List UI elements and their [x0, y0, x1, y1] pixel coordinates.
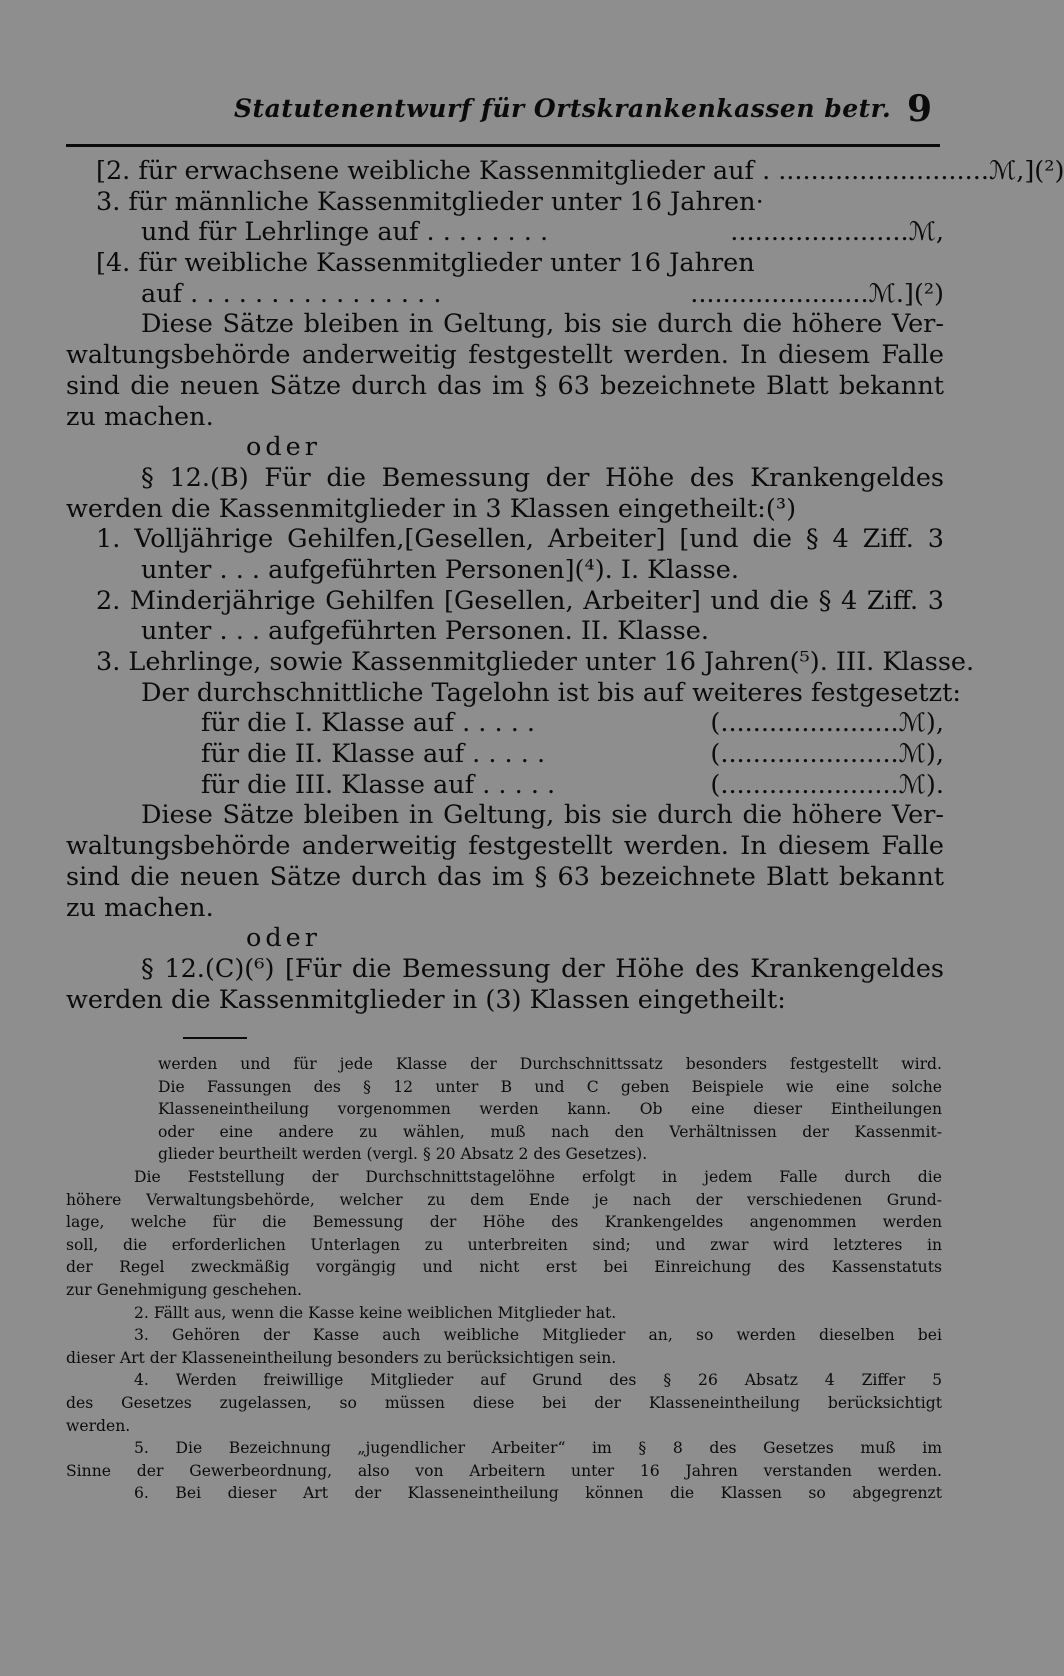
text-line: Diese Sätze bleiben in Geltung, bis sie durch die höhere Ver- — [141, 800, 944, 831]
text-line: zu machen. — [66, 401, 214, 432]
class-rate-row: für die II. Klasse auf . . . . . (......................ℳ), — [201, 739, 944, 770]
text-line: zu machen. — [66, 892, 214, 923]
footnote-line: glieder beurtheilt werden (vergl. § 20 Absatz 2 des Gesetzes). — [158, 1145, 648, 1164]
footnote-line: 6. Bei dieser Art der Klasseneintheilung können die Klassen so abgegrenzt — [134, 1484, 942, 1503]
text-line: [2. für erwachsene weibliche Kassenmitglieder auf . ..........................ℳ,](²) — [96, 156, 1064, 186]
footnote-line: des Gesetzes zugelassen, so müssen diese bei der Klasseneintheilung berücksichtigt — [66, 1393, 942, 1412]
footnote-line: Klasseneintheilung vorgenommen werden kann. Ob eine dieser Eintheilungen — [158, 1100, 942, 1119]
footnote-line: Die Feststellung der Durchschnittstagelöhne erfolgt in jedem Falle durch die — [134, 1167, 942, 1186]
footnote-line: 2. Fällt aus, wenn die Kasse keine weiblichen Mitglieder hat. — [134, 1303, 617, 1322]
text-line: unter . . . aufgeführten Personen](⁴). I. Klasse. — [141, 554, 739, 585]
footnote-line: zur Genehmigung geschehen. — [66, 1280, 302, 1299]
footnote-line: werden und für jede Klasse der Durchschnittssatz besonders festgestellt wird. — [158, 1055, 942, 1073]
text-line: waltungsbehörde anderweitig festgestellt werden. In diesem Falle — [66, 340, 944, 371]
text-line: werden die Kassenmitglieder in (3) Klassen eingetheilt: — [66, 984, 786, 1015]
text-line: sind die neuen Sätze durch das im § 63 bezeichnete Blatt bekannt — [66, 370, 944, 401]
footnote-line: Die Fassungen des § 12 unter B und C geben Beispiele wie eine solche — [158, 1077, 942, 1096]
footnote-line: 3. Gehören der Kasse auch weibliche Mitglieder an, so werden dieselben bei — [134, 1326, 942, 1345]
page-header — [66, 90, 940, 140]
page-number: 9 — [906, 88, 932, 130]
footnote-line: 4. Werden freiwillige Mitglieder auf Grund des § 26 Absatz 4 Ziffer 5 — [134, 1371, 942, 1390]
text-line: Diese Sätze bleiben in Geltung, bis sie durch die höhere Ver- — [141, 309, 944, 340]
footnote-line: lage, welche für die Bemessung der Höhe des Krankengeldes angenommen werden — [66, 1213, 942, 1232]
text-line: 3. für männliche Kassenmitglieder unter 16 Jahren· — [96, 186, 764, 217]
list-item: 2. Minderjährige Gehilfen [Gesellen, Arbeiter] und die § 4 Ziff. 3 — [96, 585, 944, 616]
footnote-line: oder eine andere zu wählen, muß nach den Verhältnissen der Kassenmit- — [158, 1122, 942, 1141]
statute-text — [66, 156, 1064, 1015]
text-line: und für Lehrlinge auf . . . . . . . . ......................ℳ, — [141, 217, 944, 248]
footnote-line: soll, die erforderlichen Unterlagen zu unterbreiten sind; und zwar wird letzteres in — [66, 1235, 942, 1254]
text-line: [4. für weibliche Kassenmitglieder unter 16 Jahren — [96, 248, 755, 279]
section-heading-12b: § 12.(B) Für die Bemessung der Höhe des Krankengeldes — [141, 462, 944, 493]
text-line: waltungsbehörde anderweitig festgestellt werden. In diesem Falle — [66, 831, 944, 862]
footnote-rule — [183, 1037, 247, 1039]
oder-separator: oder — [246, 432, 321, 463]
footnote-line: 5. Die Bezeichnung „jugendlicher Arbeiter“ im § 8 des Gesetzes muß im — [134, 1439, 942, 1458]
footnote-line: werden. — [66, 1416, 131, 1435]
text-line: unter . . . aufgeführten Personen. II. Klasse. — [141, 616, 709, 647]
class-rate-row: für die III. Klasse auf . . . . . (......................ℳ). — [201, 769, 944, 800]
header-rule — [66, 144, 940, 147]
footnote-line: dieser Art der Klasseneintheilung besonders zu berücksichtigen sein. — [66, 1348, 617, 1367]
list-item: 3. Lehrlinge, sowie Kassenmitglieder unter 16 Jahren(⁵). III. Klasse. — [96, 647, 975, 677]
oder-separator: oder — [246, 923, 321, 954]
text-line: werden die Kassenmitglieder in 3 Klassen eingetheilt:(³) — [66, 493, 797, 524]
footnote-line: höhere Verwaltungsbehörde, welcher zu dem Ende je nach der verschiedenen Grund- — [66, 1190, 942, 1209]
text-line: sind die neuen Sätze durch das im § 63 bezeichnete Blatt bekannt — [66, 861, 944, 892]
section-heading-12c: § 12.(C)(⁶) [Für die Bemessung der Höhe des Krankengeldes — [141, 953, 944, 984]
text-line: auf . . . . . . . . . . . . . . . . ......................ℳ.](²) — [141, 278, 944, 309]
text-line: Der durchschnittliche Tagelohn ist bis auf weiteres festgesetzt: — [141, 677, 961, 708]
footnote-line: Sinne der Gewerbeordnung, also von Arbeitern unter 16 Jahren verstanden werden. — [66, 1461, 942, 1480]
class-rate-row: für die I. Klasse auf . . . . . (......................ℳ), — [201, 708, 944, 739]
running-title: Statutenentwurf für Ortskrankenkassen betr. — [234, 94, 892, 123]
list-item: 1. Volljährige Gehilfen,[Gesellen, Arbeiter] [und die § 4 Ziff. 3 — [96, 524, 944, 555]
footnote-line: der Regel zweckmäßig vorgängig und nicht erst bei Einreichung des Kassenstatuts — [66, 1258, 942, 1277]
footnotes — [66, 1053, 942, 1505]
